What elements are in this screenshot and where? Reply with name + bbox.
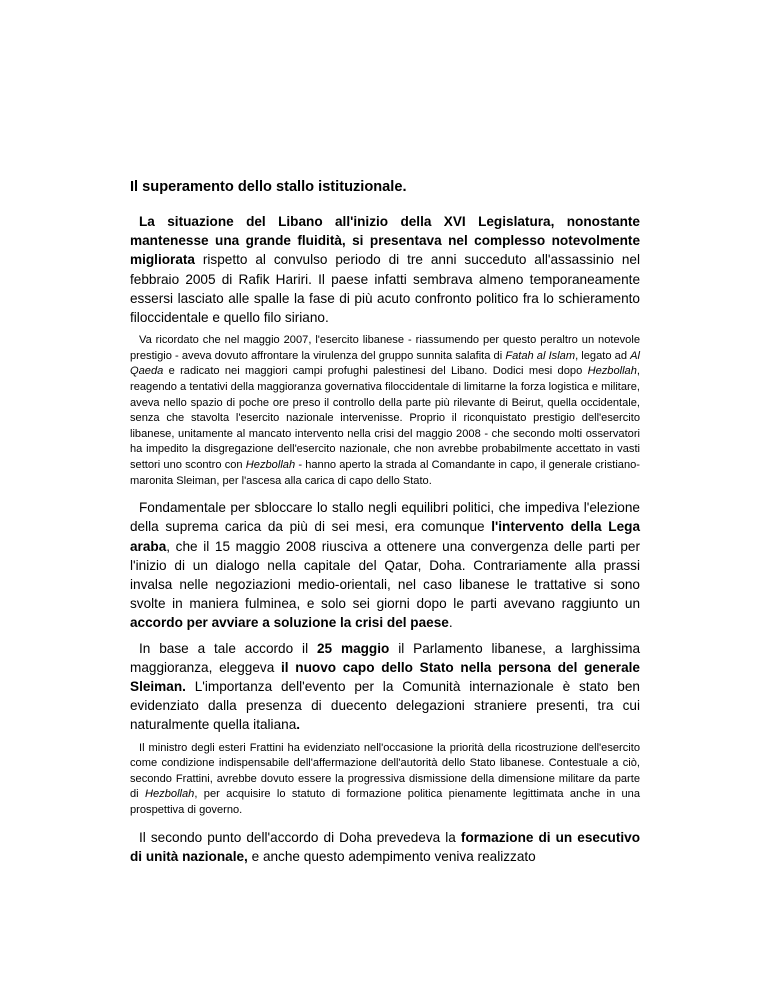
note-1-italic-3: Hezbollah (587, 365, 637, 378)
paragraph-3-text-2: il Parlamento libanese, a larghissima maggioranza, eleggeva (130, 640, 641, 675)
paragraph-2-bold-1: l'intervento della Lega araba (130, 519, 641, 554)
paragraph-1 (130, 212, 640, 327)
note-2-text-2: , per acquisire lo statuto di formazione politica pienamente legittimata anche in una prospettiva di governo. (130, 788, 641, 816)
note-1-text-4: , reagendo a tentativi della maggioranza governativa filoccidentale di limitarne la forza logistica e militare, aveva nello spazio di poche ore preso il controllo della parte più rilevante di Beirut, quella occidentale, senza che stavolta l'esercito nazionale intervenisse. Proprio il riconquistato prestigio dell'esercito libanese, unitamente al mancato intervento nella crisi del maggio 2008 - che secondo molti osservatori ha impedito la disgregazione dell'esercito nazionale, che non avrebbe probabilmente accettato in vasti settori uno scontro con (130, 365, 640, 471)
note-1-italic-2: Al Qaeda (130, 349, 640, 378)
paragraph-2-text-3: . (448, 615, 453, 631)
note-2-text-1: Il ministro degli esteri Frattini ha evidenziato nell'occasione la priorità della ricostruzione dell'esercito come condizione indispensabile dell'affermazione dell'autorità dello Stato libanese. Contestuale a ciò, secondo Frattini, avrebbe dovuto essere la progressiva dismissione della dimensione militare da parte di (130, 741, 640, 801)
paragraph-4-text-1: Il secondo punto dell'accordo di Doha prevedeva la (139, 829, 461, 845)
section-title: Il superamento dello stallo istituzionale. (130, 179, 407, 195)
note-1-text-1: Va ricordato che nel maggio 2007, l'esercito libanese - riassumendo per questo peraltro un notevole prestigio - aveva dovuto affrontare la virulenza del gruppo sunnita salafita di (130, 334, 640, 362)
note-1-text-3: e radicato nei maggiori campi profughi palestinesi del Libano. Dodici mesi dopo (163, 365, 588, 378)
note-1-text-2: , legato ad (575, 349, 631, 362)
note-1-text-5: - hanno aperto la strada al Comandante in capo, il generale cristiano-maronita Sleiman, per l'ascesa alla carica di capo dello Stato. (130, 458, 640, 487)
paragraph-4-bold-1: formazione di un esecutivo di unità nazionale, (130, 829, 640, 864)
note-2 (130, 741, 640, 819)
paragraph-3-bold-2: il nuovo capo dello Stato nella persona del generale Sleiman. (130, 659, 640, 694)
paragraph-3 (130, 639, 640, 735)
paragraph-2 (130, 498, 640, 632)
note-2-italic-1: Hezbollah (145, 788, 195, 801)
paragraph-3-text-1: In base a tale accordo il (139, 640, 317, 656)
paragraph-4 (130, 828, 640, 866)
note-1-italic-1: Fatah al Islam (505, 349, 576, 362)
note-1 (130, 333, 640, 489)
paragraph-3-bold-3: . (296, 717, 301, 733)
paragraph-1-text: rispetto al convulso periodo di tre anni succeduto all'assassinio nel febbraio 2005 di Rafik Hariri. Il paese infatti sembrava almeno temporaneamente essersi lasciato alle spalle la fase di più acuto confronto politico fra lo schieramento filoccidentale e quello filo siriano. (130, 252, 640, 326)
paragraph-2-text-2: , che il 15 maggio 2008 riusciva a ottenere una convergenza delle parti per l'inizio di un dialogo nella capitale del Qatar, Doha. Contrariamente alla prassi invalsa nelle negoziazioni medio-orientali, nel caso libanese le trattative si sono svolte in maniera fulminea, e solo sei giorni dopo le parti avevano raggiunto un (130, 538, 640, 612)
paragraph-3-text-3: L'importanza dell'evento per la Comunità internazionale è stato ben evidenziato dalla presenza di duecento delegazioni straniere presenti, tra cui naturalmente quella italiana (130, 678, 640, 733)
paragraph-1-bold: La situazione del Libano all'inizio della XVI Legislatura, nonostante mantenesse una grande fluidità, si presentava nel complesso notevolmente migliorata (130, 214, 640, 268)
paragraph-3-bold-1: 25 maggio (316, 640, 390, 656)
paragraph-2-bold-2: accordo per avviare a soluzione la crisi del paese (130, 615, 449, 631)
paragraph-4-text-2: e anche questo adempimento veniva realizzato (247, 848, 536, 864)
paragraph-2-text-1: Fondamentale per sbloccare lo stallo negli equilibri politici, che impediva l'elezione della suprema carica da più di sei mesi, era comunque (130, 500, 640, 535)
note-1-italic-4: Hezbollah (245, 458, 296, 471)
document-body (130, 178, 640, 872)
